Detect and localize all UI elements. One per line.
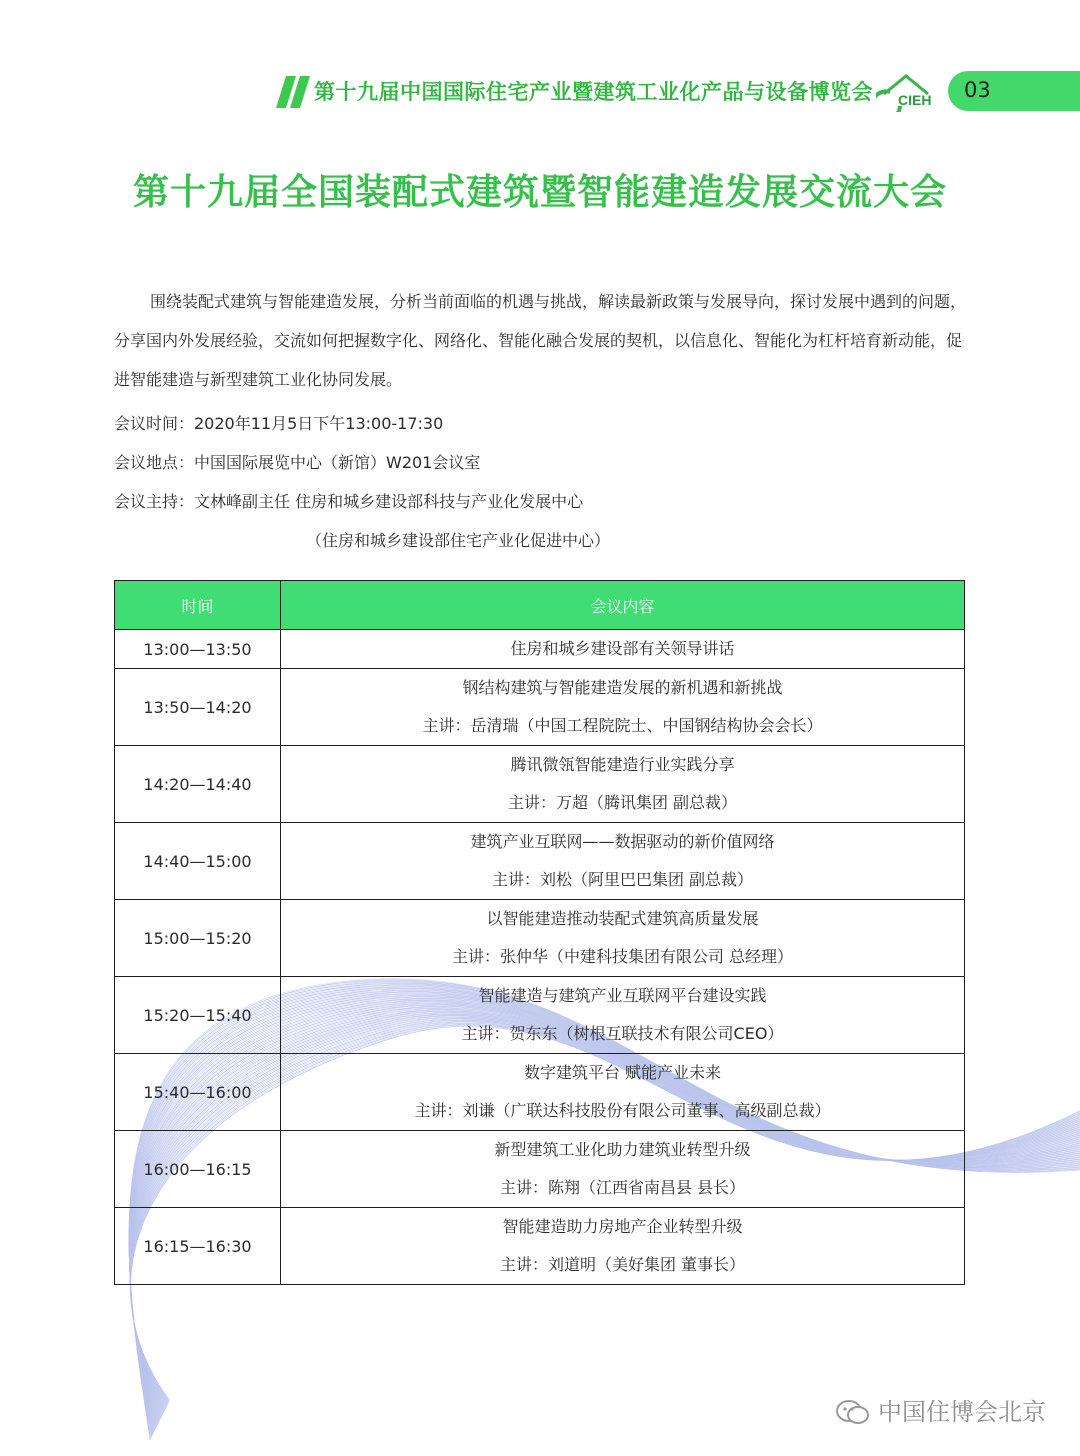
row-time: 16:15—16:30 — [115, 1208, 281, 1285]
row-content — [281, 1054, 965, 1131]
row-topic: 住房和城乡建设部有关领导讲话 — [510, 639, 735, 658]
row-time: 15:40—16:00 — [115, 1054, 281, 1131]
table-row — [115, 1208, 965, 1285]
row-topic: 以智能建造推动装配式建筑高质量发展 — [486, 909, 759, 928]
row-time: 14:20—14:40 — [115, 746, 281, 823]
row-topic: 智能建造助力房地产企业转型升级 — [502, 1217, 743, 1236]
schedule-table — [114, 580, 965, 1285]
table-row — [115, 630, 965, 669]
page-number: 03 — [964, 78, 991, 102]
wechat-watermark — [836, 1392, 1046, 1427]
page-number-tab — [948, 71, 1080, 111]
table-row — [115, 1054, 965, 1131]
row-time: 13:00—13:50 — [115, 630, 281, 669]
header-content: 会议内容 — [281, 581, 965, 630]
page-header — [0, 70, 1080, 112]
row-speaker: 主讲：刘松（阿里巴巴集团 副总裁） — [491, 870, 754, 889]
row-speaker: 主讲：刘谦（广联达科技股份有限公司董事、高级副总裁） — [414, 1101, 831, 1120]
row-speaker: 主讲：陈翔（江西省南昌县 县长） — [499, 1178, 746, 1197]
expo-title: 第十九届中国国际住宅产业暨建筑工业化产品与设备博览会 — [314, 79, 873, 104]
row-content — [281, 746, 965, 823]
row-topic: 建筑产业互联网——数据驱动的新价值网络 — [470, 832, 775, 851]
row-time: 15:20—15:40 — [115, 977, 281, 1054]
row-time: 13:50—14:20 — [115, 669, 281, 746]
table-row — [115, 823, 965, 900]
row-content — [281, 1208, 965, 1285]
table-row — [115, 1131, 965, 1208]
wechat-icon — [836, 1399, 870, 1427]
table-row — [115, 977, 965, 1054]
meeting-place: 会议地点：中国国际展览中心（新馆）W201会议室 — [114, 453, 481, 472]
row-content — [281, 669, 965, 746]
table-row — [115, 746, 965, 823]
cieh-logo — [876, 72, 938, 112]
row-time: 15:00—15:20 — [115, 900, 281, 977]
row-content — [281, 630, 965, 669]
row-topic: 新型建筑工业化助力建筑业转型升级 — [494, 1140, 751, 1159]
row-topic: 钢结构建筑与智能建造发展的新机遇和新挑战 — [462, 678, 783, 697]
row-time: 16:00—16:15 — [115, 1131, 281, 1208]
row-content — [281, 900, 965, 977]
meeting-time: 会议时间：2020年11月5日下午13:00-17:30 — [114, 414, 444, 433]
row-speaker: 主讲：岳清瑞（中国工程院院士、中国钢结构协会会长） — [422, 716, 823, 735]
row-topic: 数字建筑平台 赋能产业未来 — [523, 1063, 722, 1082]
row-content — [281, 1131, 965, 1208]
meeting-host-org: （住房和城乡建设部住宅产业化促进中心） — [306, 531, 611, 550]
double-slash-icon — [276, 76, 312, 108]
conference-title: 第十九届全国装配式建筑暨智能建造发展交流大会 — [132, 171, 947, 213]
table-row — [115, 900, 965, 977]
intro-paragraph: 围绕装配式建筑与智能建造发展，分析当前面临的机遇与挑战，解读最新政策与发展导向，探讨发展中遇到的问题，分享国内外发展经验，交流如何把握数字化、网络化、智能化融合发展的契机，以信息化、智能化为杠杆培育新动能，促进智能建造与新型建筑工业化协同发展。 — [114, 292, 967, 389]
row-speaker: 主讲：贺东东（树根互联技术有限公司CEO） — [461, 1024, 784, 1043]
row-topic: 智能建造与建筑产业互联网平台建设实践 — [478, 986, 767, 1005]
house-logo-icon — [876, 72, 938, 112]
svg-text:CIEH: CIEH — [898, 92, 932, 108]
header-time: 时间 — [115, 581, 281, 630]
row-topic: 腾讯微瓴智能建造行业实践分享 — [510, 755, 735, 774]
meeting-host: 会议主持：文林峰副主任 住房和城乡建设部科技与产业化发展中心 — [114, 492, 584, 511]
row-speaker: 主讲：万超（腾讯集团 副总裁） — [507, 793, 738, 812]
row-time: 14:40—15:00 — [115, 823, 281, 900]
row-content — [281, 823, 965, 900]
table-header-row — [115, 581, 965, 630]
row-speaker: 主讲：刘道明（美好集团 董事长） — [499, 1255, 746, 1274]
watermark-text: 中国住博会北京 — [878, 1398, 1046, 1426]
table-row — [115, 669, 965, 746]
row-speaker: 主讲：张仲华（中建科技集团有限公司 总经理） — [451, 947, 794, 966]
row-content — [281, 977, 965, 1054]
